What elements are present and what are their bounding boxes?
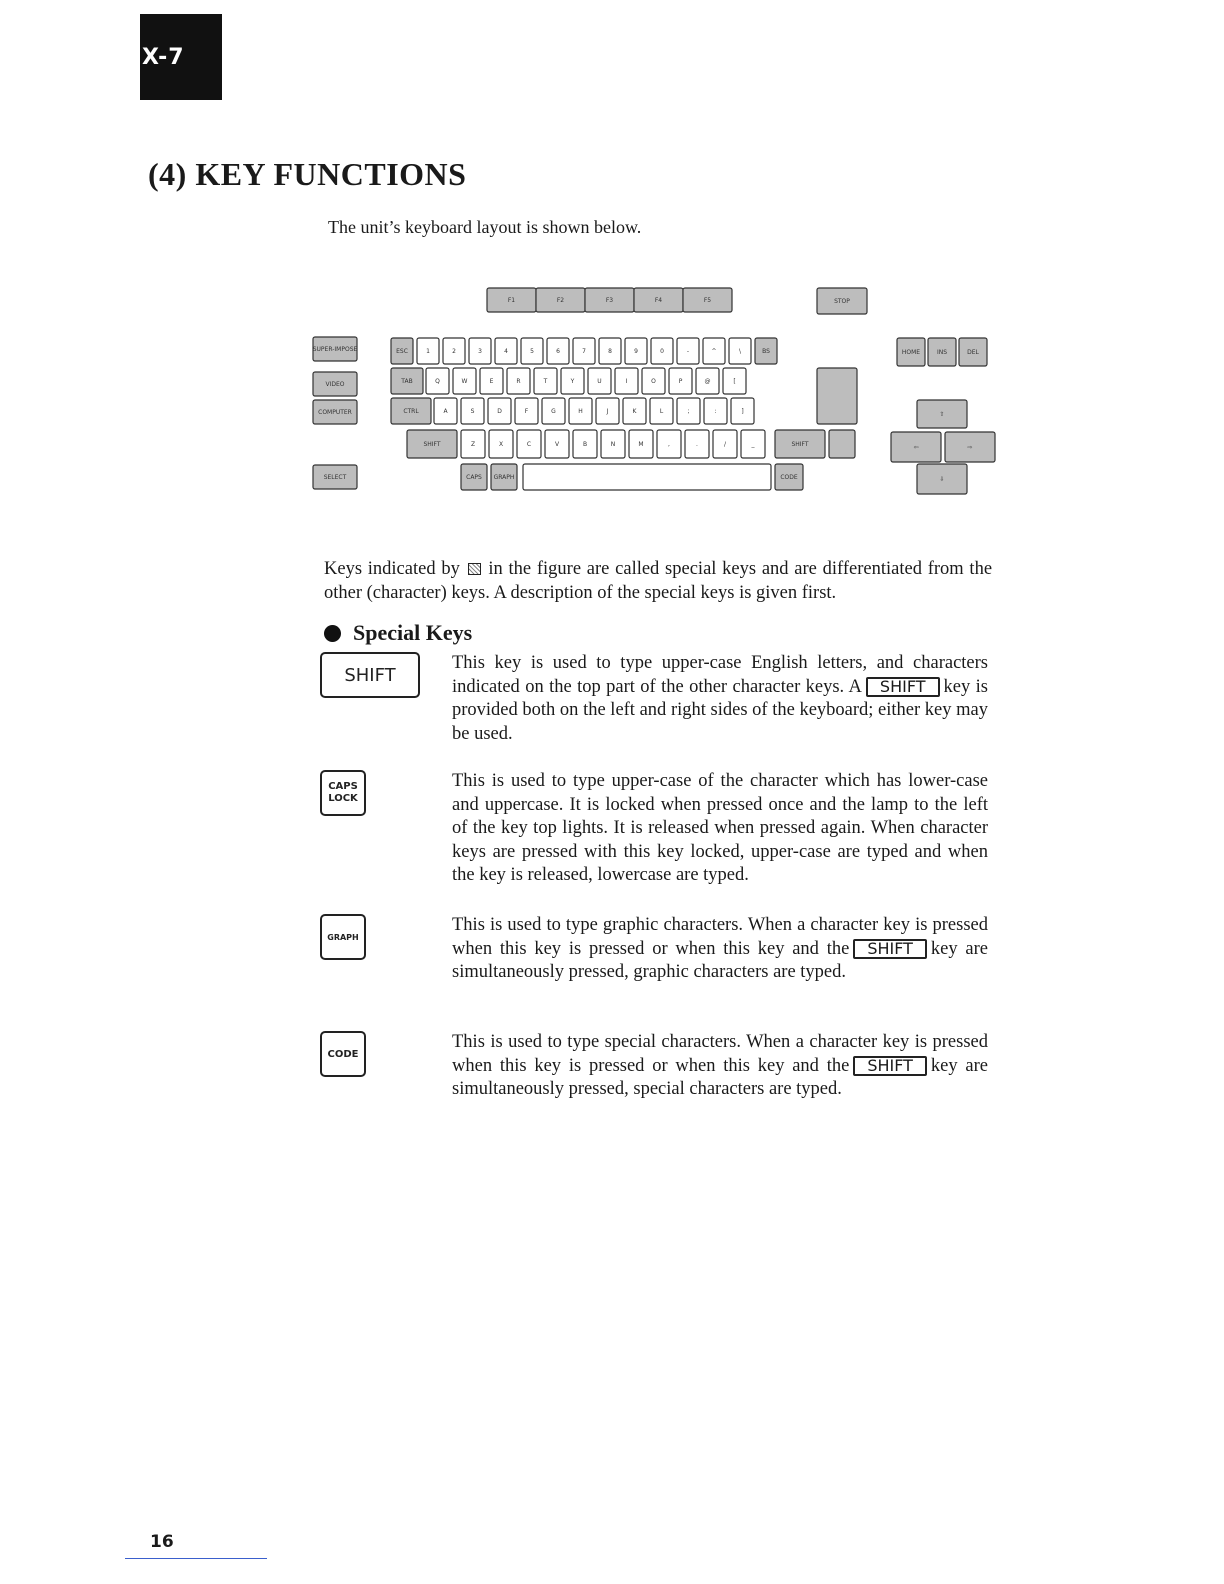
row3-key-4 — [515, 398, 538, 424]
svg-text:INS: INS — [936, 349, 948, 356]
shift-text-after: key is provided both on the left and right sides of the keyboard; either key may be used. — [452, 676, 988, 744]
row4-key-4 — [545, 430, 569, 458]
shift-key-description — [452, 652, 988, 746]
cursor-up-key — [917, 400, 967, 428]
svg-text:,: , — [668, 441, 670, 448]
code-key-label: CODE — [327, 1048, 359, 1060]
svg-text:Z: Z — [470, 441, 476, 448]
row1-key-8 — [599, 338, 621, 364]
cursor-right-key — [945, 432, 995, 462]
row4-key-7 — [629, 430, 653, 458]
left-key-0 — [313, 337, 358, 361]
svg-text:⇩: ⇩ — [939, 476, 945, 483]
row1-key-4 — [495, 338, 517, 364]
stop-key — [817, 288, 867, 314]
row1-key-11 — [677, 338, 699, 364]
caps-lock-key-icon — [320, 770, 366, 816]
function-key-5 — [683, 288, 732, 312]
svg-text:E: E — [489, 378, 494, 385]
svg-text:J: J — [606, 408, 609, 415]
edit-key-0 — [897, 338, 925, 366]
svg-text:_: _ — [751, 441, 755, 448]
svg-text:A: A — [443, 408, 448, 415]
svg-text:.: . — [696, 441, 698, 448]
keyboard-figure — [305, 280, 1005, 500]
section-heading — [324, 620, 472, 646]
return-key — [817, 368, 857, 424]
svg-text:⇨: ⇨ — [967, 444, 973, 451]
row3-key-8 — [623, 398, 646, 424]
row5-left-key-1 — [491, 464, 517, 490]
row4-key-11 — [741, 430, 765, 458]
row2-key-8 — [615, 368, 638, 394]
keyboard-diagram — [305, 280, 1005, 500]
description-before: Keys indicated by — [324, 559, 460, 579]
inline-shift-key: SHIFT — [866, 677, 940, 697]
section-tab-label: X-7 — [142, 44, 185, 70]
svg-text::: : — [714, 408, 717, 415]
code-key-icon — [320, 1031, 366, 1077]
svg-text:BS: BS — [762, 348, 770, 355]
svg-text:⇧: ⇧ — [939, 411, 945, 418]
row1-key-3 — [469, 338, 491, 364]
svg-text:DEL: DEL — [967, 349, 979, 356]
caps-lock-key-description: This is used to type upper-case of the character which has lower-case and uppercase. It is locked when pressed once and the lamp to the left of the key top lights. It is released when pressed again. When character keys are pressed with this key locked, upper-case are typed and when the key is released, lowercase are typed. — [452, 771, 988, 886]
page-title: (4) KEY FUNCTIONS — [148, 156, 467, 192]
svg-text:F3: F3 — [605, 297, 614, 304]
row4-key-5 — [573, 430, 597, 458]
row3-key-2 — [461, 398, 484, 424]
svg-text:SHIFT: SHIFT — [423, 441, 441, 448]
row3-key-5 — [542, 398, 565, 424]
edit-key-2 — [959, 338, 987, 366]
row1-key-7 — [573, 338, 595, 364]
function-key-1 — [487, 288, 536, 312]
row4-key-0 — [407, 430, 457, 458]
row4-key-1 — [461, 430, 485, 458]
row4-key-12 — [775, 430, 825, 458]
svg-text:N: N — [610, 441, 616, 448]
graph-key-description — [452, 914, 988, 985]
svg-text:2: 2 — [452, 348, 456, 355]
special-key-marker-icon — [468, 563, 481, 575]
svg-text:P: P — [678, 378, 683, 385]
svg-text:L: L — [659, 408, 664, 415]
row1-key-14 — [755, 338, 777, 364]
row2-key-7 — [588, 368, 611, 394]
svg-text:-: - — [686, 348, 690, 355]
row4-key-10 — [713, 430, 737, 458]
row2-key-12 — [723, 368, 746, 394]
row4-key-2 — [489, 430, 513, 458]
svg-text:F5: F5 — [703, 297, 712, 304]
row3-key-0 — [391, 398, 431, 424]
description-after: in the figure are called special keys and are differentiated from the other (character) keys. A description of the special keys is given first. — [324, 559, 993, 603]
svg-text:SUPER-IMPOSE: SUPER-IMPOSE — [312, 346, 358, 353]
svg-text:COMPUTER: COMPUTER — [318, 409, 352, 416]
row3-key-9 — [650, 398, 673, 424]
graph-key-label: GRAPH — [327, 932, 359, 942]
left-key-3 — [313, 465, 357, 489]
svg-text:5: 5 — [530, 348, 534, 355]
page-number: 16 — [150, 1532, 174, 1552]
svg-text:\: \ — [738, 348, 742, 355]
svg-text:H: H — [578, 408, 583, 415]
shift-key-icon — [320, 652, 420, 698]
svg-text:F2: F2 — [556, 297, 565, 304]
row1-key-12 — [703, 338, 725, 364]
svg-text:G: G — [551, 408, 556, 415]
row4-key-3 — [517, 430, 541, 458]
row3-key-1 — [434, 398, 457, 424]
space-bar — [523, 464, 771, 490]
caps-lock-label-2: LOCK — [328, 793, 358, 804]
svg-text:]: ] — [741, 408, 744, 415]
svg-text:O: O — [651, 378, 656, 385]
svg-text:8: 8 — [608, 348, 612, 355]
svg-text:;: ; — [687, 408, 690, 415]
row4-key-9 — [685, 430, 709, 458]
intro-text: The unit’s keyboard layout is shown below. — [328, 217, 642, 237]
svg-text:Q: Q — [435, 378, 440, 385]
svg-text:[: [ — [733, 378, 736, 385]
svg-text:R: R — [516, 378, 521, 385]
row3-key-3 — [488, 398, 511, 424]
row2-key-1 — [426, 368, 449, 394]
row4-extra-key — [829, 430, 855, 458]
svg-text:W: W — [461, 378, 468, 385]
row2-key-6 — [561, 368, 584, 394]
graph-key-icon — [320, 914, 366, 960]
row2-key-4 — [507, 368, 530, 394]
row4-key-8 — [657, 430, 681, 458]
svg-text:X: X — [498, 441, 504, 448]
svg-text:VIDEO: VIDEO — [325, 381, 345, 388]
svg-text:S: S — [470, 408, 475, 415]
svg-text:TAB: TAB — [401, 378, 413, 385]
svg-text:F4: F4 — [654, 297, 663, 304]
cursor-down-key — [917, 464, 967, 494]
row1-key-2 — [443, 338, 465, 364]
code-text-after: key are simultaneously pressed, special characters are typed. — [452, 1055, 988, 1100]
row1-key-6 — [547, 338, 569, 364]
row2-key-9 — [642, 368, 665, 394]
row3-key-11 — [704, 398, 727, 424]
footer-rule — [125, 1558, 267, 1559]
svg-text:M: M — [638, 441, 644, 448]
svg-text:3: 3 — [478, 348, 482, 355]
svg-text:^: ^ — [711, 348, 717, 355]
edit-key-1 — [928, 338, 956, 366]
row1-key-9 — [625, 338, 647, 364]
row3-key-10 — [677, 398, 700, 424]
shift-text-before: This key is used to type upper-case English letters, and characters indicated on the top part of the other character keys. A — [452, 653, 988, 697]
svg-text:HOME: HOME — [901, 349, 921, 356]
svg-text:F1: F1 — [507, 297, 516, 304]
function-key-2 — [536, 288, 585, 312]
svg-text:STOP: STOP — [834, 298, 850, 305]
row2-key-10 — [669, 368, 692, 394]
svg-text:V: V — [554, 441, 560, 448]
special-keys-description — [324, 557, 992, 605]
row2-key-2 — [453, 368, 476, 394]
svg-text:CODE: CODE — [780, 474, 798, 481]
svg-text:6: 6 — [556, 348, 560, 355]
row2-key-0 — [391, 368, 423, 394]
svg-text:⇦: ⇦ — [913, 444, 919, 451]
function-key-3 — [585, 288, 634, 312]
row1-key-1 — [417, 338, 439, 364]
svg-text:B: B — [582, 441, 588, 448]
row1-key-13 — [729, 338, 751, 364]
svg-text:ESC: ESC — [396, 348, 408, 355]
row3-key-7 — [596, 398, 619, 424]
graph-text-after: key are simultaneously pressed, graphic characters are typed. — [452, 938, 988, 983]
row2-key-5 — [534, 368, 557, 394]
svg-text:4: 4 — [504, 348, 508, 355]
code-key-description — [452, 1031, 988, 1102]
svg-text:7: 7 — [582, 348, 586, 355]
svg-text:Y: Y — [570, 378, 575, 385]
svg-text:T: T — [543, 378, 548, 385]
row4-key-6 — [601, 430, 625, 458]
svg-text:U: U — [597, 378, 602, 385]
bullet-icon — [324, 625, 341, 642]
graph-text-before: This is used to type graphic characters. When a character key is pressed when this key is pressed or when this key and the — [452, 915, 988, 959]
row1-key-0 — [391, 338, 413, 364]
svg-text:SHIFT: SHIFT — [791, 441, 809, 448]
caps-lock-label-1: CAPS — [328, 781, 358, 792]
shift-key-label: SHIFT — [344, 664, 396, 686]
cursor-left-key — [891, 432, 941, 462]
svg-text:GRAPH: GRAPH — [493, 474, 515, 481]
row2-key-3 — [480, 368, 503, 394]
svg-text:0: 0 — [660, 348, 664, 355]
svg-text:/: / — [723, 441, 727, 448]
section-tab — [140, 14, 222, 100]
section-heading-label: Special Keys — [353, 620, 473, 645]
row3-key-12 — [731, 398, 754, 424]
row2-key-11 — [696, 368, 719, 394]
svg-text:@: @ — [704, 378, 711, 385]
svg-text:SELECT: SELECT — [323, 474, 347, 481]
row5-code-key — [775, 464, 803, 490]
inline-shift-key: SHIFT — [853, 939, 927, 959]
svg-text:1: 1 — [426, 348, 430, 355]
svg-text:9: 9 — [634, 348, 638, 355]
row5-left-key-0 — [461, 464, 487, 490]
svg-text:D: D — [497, 408, 502, 415]
left-key-2 — [313, 400, 357, 424]
inline-shift-key: SHIFT — [853, 1056, 927, 1076]
row1-key-10 — [651, 338, 673, 364]
function-key-4 — [634, 288, 683, 312]
svg-text:I: I — [625, 378, 628, 385]
svg-text:F: F — [524, 408, 529, 415]
svg-text:CAPS: CAPS — [466, 474, 482, 481]
svg-text:K: K — [632, 408, 637, 415]
svg-text:C: C — [526, 441, 532, 448]
left-key-1 — [313, 372, 357, 396]
row3-key-6 — [569, 398, 592, 424]
code-text-before: This is used to type special characters. When a character key is pressed when this key is pressed or when this key and the — [452, 1032, 988, 1076]
row1-key-5 — [521, 338, 543, 364]
svg-text:CTRL: CTRL — [403, 408, 419, 415]
